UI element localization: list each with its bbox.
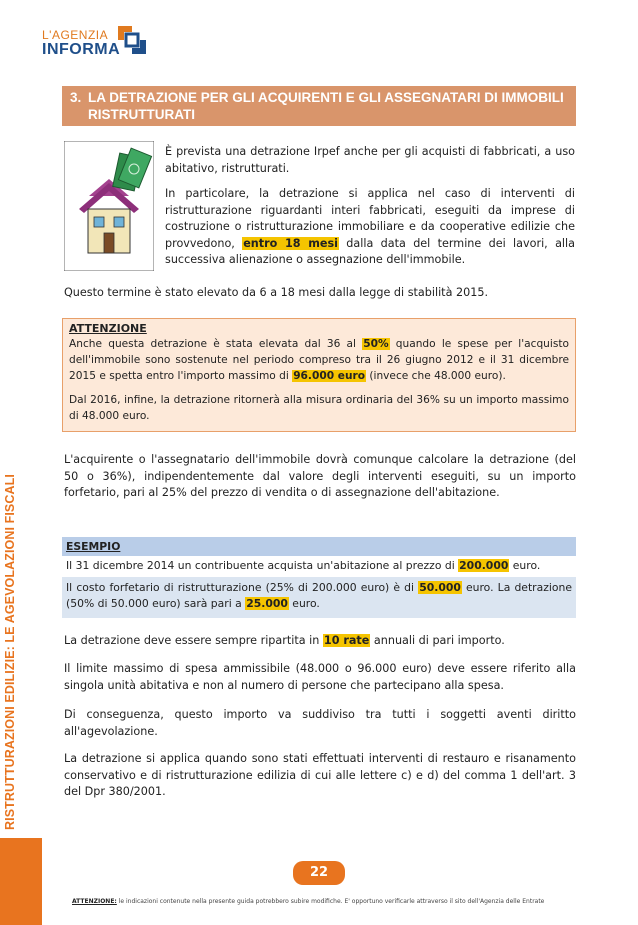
agenzia-informa-logo <box>42 22 152 62</box>
intro-text-2b: dalla data del termine dei lavori, alla successiva alienazione o assegnazione dell'immobile. <box>165 236 575 266</box>
intro-text-1: È prevista una detrazione Irpef anche per gli acquisti di fabbricati, a uso abitativo, ristrutturati. <box>165 145 575 175</box>
highlight-25000: 25.000 <box>246 597 288 610</box>
body-text-2b: annuali di pari importo. <box>370 634 505 647</box>
body-text-3: Il limite massimo di spesa ammissibile (48.000 o 96.000 euro) deve essere riferito alla singola unità abitativa e non al numero di persone che partecipano alla spesa. <box>64 662 576 692</box>
example-row-1 <box>62 556 576 578</box>
intro-text-2 <box>165 186 575 269</box>
body-paragraph-4 <box>64 707 576 740</box>
example-text-2c: euro. <box>288 597 320 610</box>
house-with-money-icon <box>64 141 154 271</box>
sidebar-accent-bar <box>0 838 42 925</box>
intro-paragraph-3 <box>64 285 576 302</box>
highlight-10-rate: 10 rate <box>323 634 370 647</box>
body-paragraph-1 <box>64 452 576 502</box>
example-box <box>62 537 576 618</box>
example-text-1b: euro. <box>509 559 541 572</box>
page-number: 22 <box>293 861 345 885</box>
sidebar-section-label: RISTRUTTURAZIONI EDILIZIE: LE AGEVOLAZIONI FISCALI <box>3 474 17 830</box>
section-title: LA DETRAZIONE PER GLI ACQUIRENTI E GLI ASSEGNATARI DI IMMOBILI RISTRUTTURATI <box>88 90 564 122</box>
attention-text-1a: Anche questa detrazione è stata elevata dal 36 al <box>69 338 363 350</box>
example-title: ESEMPIO <box>62 537 576 556</box>
logo-mark-icon <box>114 22 150 58</box>
attention-paragraph-2: Dal 2016, infine, la detrazione ritornerà alla misura ordinaria del 36% su un importo massimo di 48.000 euro. <box>69 394 569 422</box>
intro-text-2a: In particolare, la detrazione si applica nel caso di interventi di ristrutturazione riguardanti interi fabbricati, eseguiti da imprese di costruzione o ristrutturazione immobiliare e da cooperative edilizie che provvedono, <box>165 187 575 250</box>
example-text-2b: euro. La detrazione (50% di 50.000 euro) sarà pari a <box>66 581 572 610</box>
footer-attention-label: ATTENZIONE: <box>72 898 117 905</box>
footer-note <box>72 898 572 905</box>
attention-text-1b: quando le spese per l'acquisto dell'immobile sono sostenute nel periodo compreso tra il 26 giugno 2012 e il 31 dicembre 2015 e spetta entro l'importo massimo di <box>69 338 569 382</box>
attention-paragraph-1 <box>69 336 569 384</box>
intro-paragraph-1 <box>165 144 575 177</box>
example-text-2a: Il costo forfetario di ristrutturazione (25% di 200.000 euro) è di <box>66 581 419 594</box>
section-header <box>62 86 576 126</box>
body-paragraph-3 <box>64 661 576 694</box>
section-number: 3. <box>70 90 82 105</box>
footer-text: le indicazioni contenute nella presente guida potrebbero subire modifiche. E' opportuno verificarle attraverso il sito dell'Agenzia delle Entrate <box>116 898 545 905</box>
attention-text-1c: (invece che 48.000 euro). <box>366 370 506 382</box>
highlight-50-percent: 50% <box>363 338 389 350</box>
highlight-200000: 200.000 <box>459 559 509 572</box>
body-text-4: Di conseguenza, questo importo va suddiviso tra tutti i soggetti aventi diritto all'agevolazione. <box>64 708 576 738</box>
highlight-50000: 50.000 <box>419 581 461 594</box>
example-text-1a: Il 31 dicembre 2014 un contribuente acquista un'abitazione al prezzo di <box>66 559 459 572</box>
body-text-2a: La detrazione deve essere sempre ripartita in <box>64 634 323 647</box>
body-text-1: L'acquirente o l'assegnatario dell'immobile dovrà comunque calcolare la detrazione (del 50 o 36%), indipendentemente dal valore degli interventi eseguiti, su un importo forfetario, pari al 25% del prezzo di vendita o di assegnazione dell'abitazione. <box>64 453 576 499</box>
intro-text-3: Questo termine è stato elevato da 6 a 18 mesi dalla legge di stabilità 2015. <box>64 286 489 299</box>
logo-text-top: L'AGENZIA <box>42 28 109 42</box>
highlight-18-months: entro 18 mesi <box>243 236 338 250</box>
body-paragraph-2 <box>64 633 576 650</box>
logo-text-bottom: INFORMA <box>42 41 121 58</box>
body-text-5: La detrazione si applica quando sono stati effettuati interventi di restauro e risanamento conservativo e di ristrutturazione edilizia di cui alle lettere c) e d) del comma 1 dell'art. 3 del Dpr 380/2001. <box>64 752 576 798</box>
example-row-2 <box>62 578 576 618</box>
highlight-96000-euro: 96.000 euro <box>293 370 365 382</box>
attention-title: ATTENZIONE <box>69 322 147 335</box>
body-text-2 <box>64 633 576 650</box>
attention-box <box>62 318 576 432</box>
body-paragraph-5 <box>64 751 576 801</box>
intro-paragraph-2 <box>165 186 575 269</box>
